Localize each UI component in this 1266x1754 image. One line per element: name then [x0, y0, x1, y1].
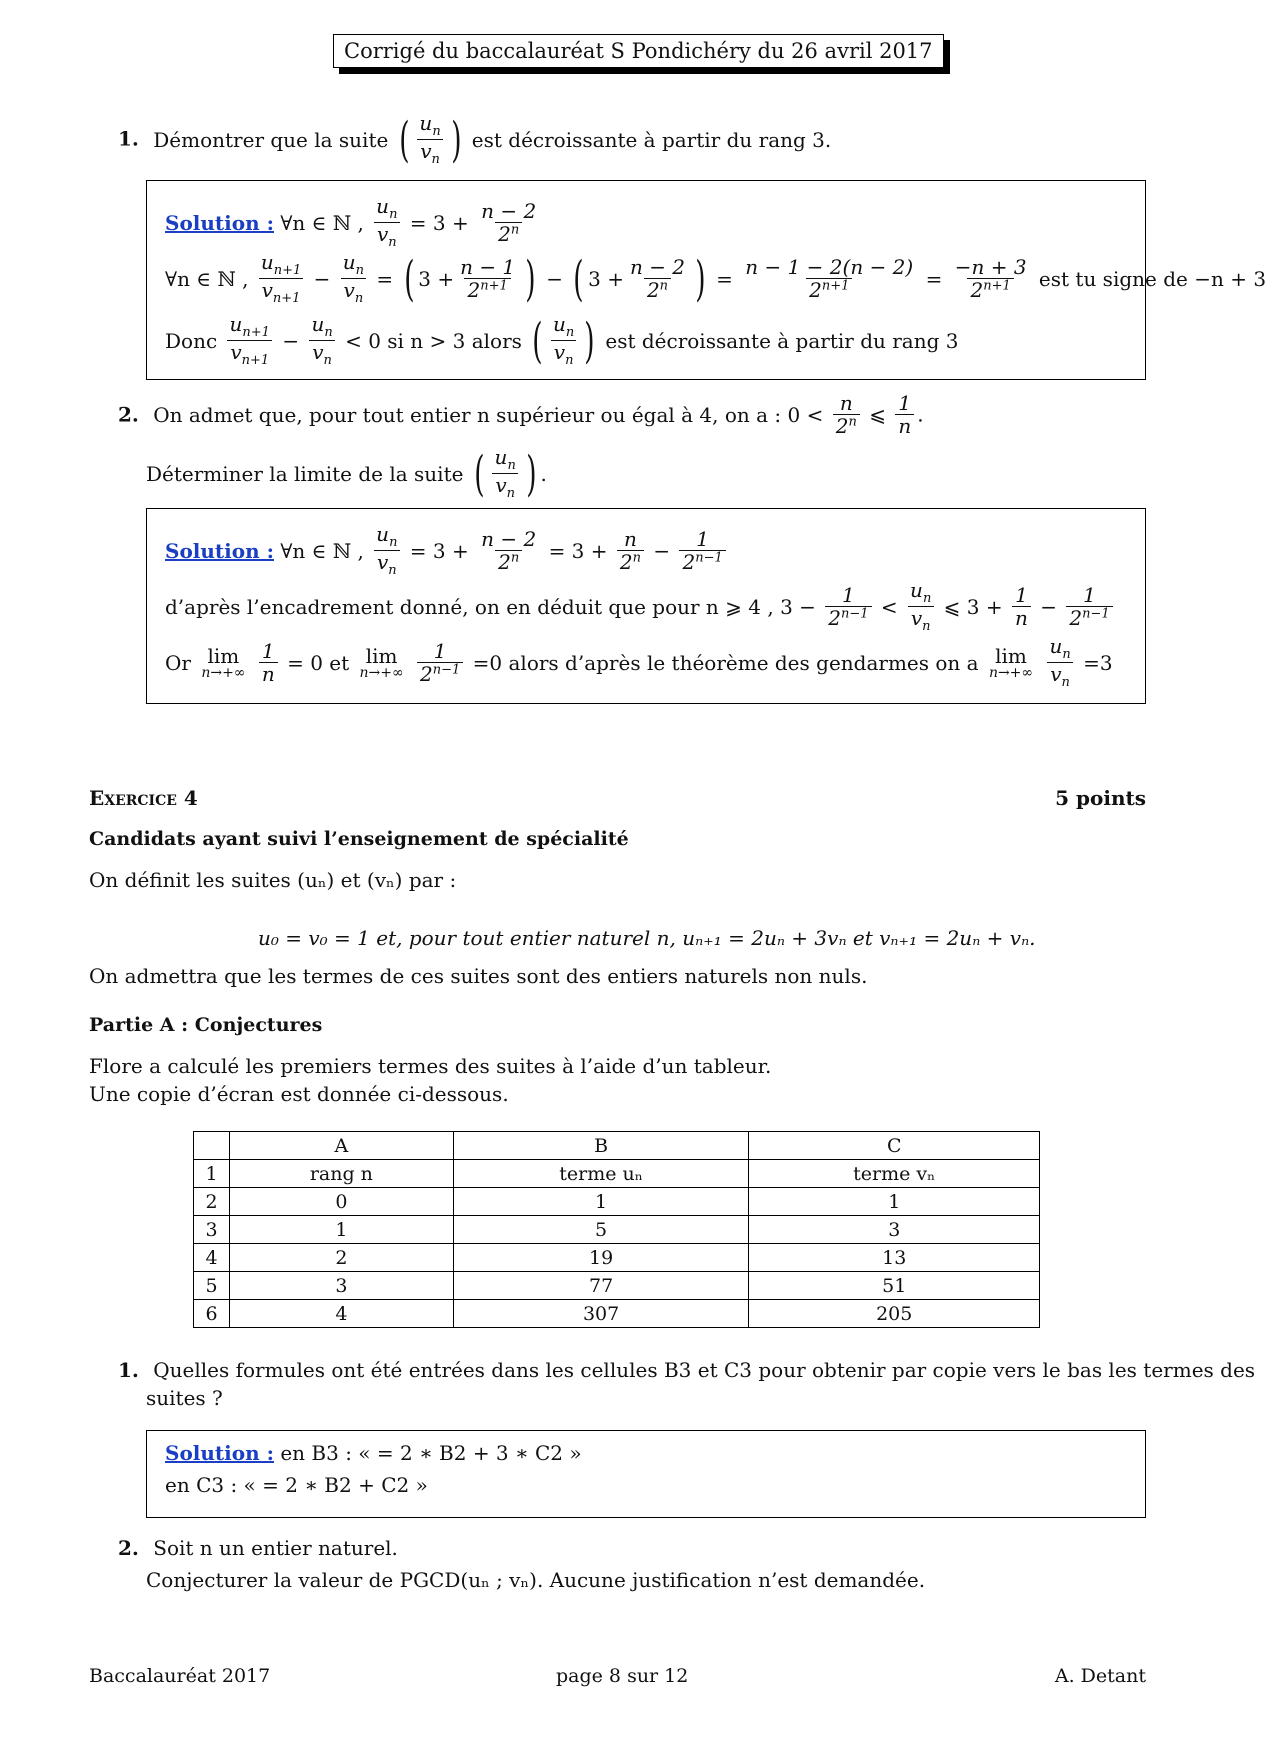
formula: $\frac{1}{n}$ — [895, 392, 914, 437]
table-row — [194, 1272, 1040, 1300]
formula: $\frac{u_n}{v_n}$ — [373, 195, 400, 251]
part-a-text: Une copie d’écran est donnée ci-dessous. — [89, 1082, 509, 1106]
solution-text: d’après l’encadrement donné, on en déduit que pour n ⩾ 4 , 3 − — [165, 594, 816, 619]
solution-text: = 0 et — [287, 650, 350, 675]
column-header: A — [230, 1132, 454, 1160]
lim-subscript: n→+∞ — [201, 664, 246, 681]
column-header-row — [194, 1132, 1040, 1160]
question-1 — [118, 112, 831, 168]
sequence-ratio: ( $\frac{u_n}{v_n}$ ) — [398, 111, 462, 168]
sequence-definition: u₀ = v₀ = 1 et, pour tout entier naturel n, uₙ₊₁ = 2uₙ + 3vₙ et vₙ₊₁ = 2uₙ + vₙ. — [258, 926, 1036, 950]
question-2-line2: Déterminer la limite de la suite ( $\frac{u_n}{v_n}$ ) . — [146, 445, 547, 502]
lim-subscript: n→+∞ — [988, 664, 1034, 681]
exercise-title: Exercice 4 — [89, 786, 198, 810]
column-header: C — [749, 1132, 1040, 1160]
page-header-title: Corrigé du baccalauréat S Pondichéry du 26 avril 2017 — [333, 34, 944, 68]
solution-label: Solution : — [165, 538, 274, 563]
question-text: Soit n un entier naturel. — [153, 1536, 398, 1560]
lim-subscript: n→+∞ — [359, 664, 404, 681]
solution-text: Or — [165, 650, 191, 675]
solution-text: en C3 : « = 2 ∗ B2 + C2 » — [165, 1473, 428, 1497]
table-cell: 2 — [230, 1244, 454, 1272]
table-cell: 3 — [749, 1216, 1040, 1244]
formula: $\frac{-n + 3}{2^{n+1}}$ — [954, 255, 1027, 303]
solution-text: Donc — [165, 328, 218, 353]
solution-line: Donc $\frac{u_{n+1}}{v_{n+1}}$ − $\frac{u_n}{v_n}$ < 0 si n > 3 alors ( $\frac{u_n}{v_n}$ ) est décroissante à partir du rang 3 — [165, 312, 959, 369]
corner-cell — [194, 1132, 230, 1160]
solution-text: =0 alors d’après le théorème des gendarmes on a — [472, 650, 979, 675]
table-row — [194, 1216, 1040, 1244]
table-cell: 3 — [230, 1272, 454, 1300]
row-header: 1 — [194, 1160, 230, 1188]
solution-text: en B3 : « = 2 ∗ B2 + 3 ∗ C2 » — [280, 1441, 582, 1465]
question-number: 1. — [118, 1358, 139, 1382]
row-header: 6 — [194, 1300, 230, 1328]
formula: ( 3 + $\frac{n - 2}{2^n}$ ) — [573, 250, 706, 307]
table-cell: 307 — [453, 1300, 749, 1328]
formula: $\frac{n}{2^n}$ — [833, 392, 860, 437]
question-number: 2. — [118, 402, 139, 427]
solution-line: Solution : ∀n ∈ ℕ , $\frac{u_n}{v_n}$ = 3 + $\frac{n - 2}{2^n}$ = 3 + $\frac{n}{2^n}$ − $\frac{1}{2^{n-1}}$ — [165, 523, 1127, 579]
formula: $\frac{u_n}{v_n}$ — [340, 251, 367, 307]
solution-box-2 — [146, 508, 1146, 704]
table-cell: 1 — [230, 1216, 454, 1244]
question-text: Conjecturer la valeur de PGCD(uₙ ; vₙ). Aucune justification n’est demandée. — [146, 1568, 926, 1592]
solution-line — [165, 1473, 1127, 1505]
question-text: Démontrer que la suite — [153, 127, 389, 152]
solution-line: Solution : ∀n ∈ ℕ , $\frac{u_n}{v_n}$ = 3 + $\frac{n - 2}{2^n}$ — [165, 195, 1127, 251]
footer-left: Baccalauréat 2017 — [89, 1665, 271, 1687]
solution-text: < 0 si n > 3 alors — [345, 328, 522, 353]
exercise-subtitle: Candidats ayant suivi l’enseignement de spécialité — [89, 828, 629, 850]
solution-text: ∀n ∈ ℕ , — [165, 266, 249, 291]
formula: $\frac{n - 1 - 2(n - 2)}{2^{n+1}}$ — [745, 255, 914, 303]
formula: $\frac{u_{n+1}}{v_{n+1}}$ — [258, 251, 304, 307]
table-row — [194, 1300, 1040, 1328]
question-number: 1. — [118, 126, 139, 151]
solution-line: d’après l’encadrement donné, on en déduit que pour n ⩾ 4 , 3 − $\frac{1}{2^{n-1}}$ < $\frac{u_n}{v_n}$ ⩽ 3 + $\frac{1}{n}$ − $\frac{1}{2^{n-1}}$ — [165, 579, 1127, 635]
question-number: 2. — [118, 1536, 139, 1560]
question-text-tail: est décroissante à partir du rang 3. — [471, 127, 832, 152]
solution-line — [165, 1441, 1127, 1473]
table-cell: rang n — [230, 1160, 454, 1188]
question-text: Quelles formules ont été entrées dans les cellules B3 et C3 pour obtenir par copie vers le bas les termes des — [153, 1358, 1256, 1382]
table-cell: 0 — [230, 1188, 454, 1216]
solution-label: Solution : — [165, 1441, 274, 1465]
table-row — [194, 1188, 1040, 1216]
row-header: 4 — [194, 1244, 230, 1272]
column-header: B — [453, 1132, 749, 1160]
exercise-points: 5 points — [1055, 786, 1146, 810]
table-cell: 4 — [230, 1300, 454, 1328]
formula: ( 3 + $\frac{n - 1}{2^{n+1}}$ ) — [403, 250, 536, 307]
part-a-text: Flore a calculé les premiers termes des suites à l’aide d’un tableur. — [89, 1054, 772, 1078]
sequence-ratio: ( $\frac{u_n}{v_n}$ ) — [474, 445, 537, 502]
solution-line: ∀n ∈ ℕ , $\frac{u_{n+1}}{v_{n+1}}$ − $\frac{u_n}{v_n}$ = ( 3 + $\frac{n - 1}{2^{n+1}}$ ) − ( 3 + $\frac{n - 2}{2^n}$ ) = $\frac{n - 1 - 2(n - 2)}{2^{n+1}}$ = $\frac{-n + 3}{2^{n+1}}$ est tu signe de −n + 3 — [165, 250, 1266, 307]
table-cell: 77 — [453, 1272, 749, 1300]
lim-operator: lim — [207, 643, 240, 668]
solution-box-3 — [146, 1430, 1146, 1518]
question-text: suites ? — [146, 1386, 223, 1410]
question-text: On admet que, pour tout entier n supérieur ou égal à 4, on a : 0 < — [153, 402, 824, 427]
ex4-question-1 — [118, 1358, 1255, 1382]
table-cell: 19 — [453, 1244, 749, 1272]
solution-text: est décroissante à partir du rang 3 — [605, 328, 959, 353]
table-cell: 5 — [453, 1216, 749, 1244]
solution-text: ∀n ∈ ℕ , — [280, 210, 364, 235]
formula: ( $\frac{u_n}{v_n}$ ) — [532, 312, 595, 369]
ex4-question-2 — [118, 1536, 398, 1560]
spreadsheet-table — [193, 1131, 1040, 1328]
table-cell: 13 — [749, 1244, 1040, 1272]
solution-text: est tu signe de −n + 3 — [1038, 266, 1266, 291]
table-cell: terme vₙ — [749, 1160, 1040, 1188]
formula: $\frac{u_n}{v_n}$ — [308, 313, 335, 369]
table-cell: terme uₙ — [453, 1160, 749, 1188]
exercise-admit: On admettra que les termes de ces suites sont des entiers naturels non nuls. — [89, 964, 868, 988]
table-cell: 1 — [749, 1188, 1040, 1216]
table-cell: 1 — [453, 1188, 749, 1216]
table-cell: 51 — [749, 1272, 1040, 1300]
question-2: 2. On admet que, pour tout entier n supérieur ou égal à 4, on a : 0 < $\frac{n}{2^n}$ ⩽ $\frac{1}{n}$ . — [118, 391, 924, 438]
footer-page-number: page 8 sur 12 — [556, 1665, 689, 1687]
solution-box-1 — [146, 180, 1266, 380]
solution-label: Solution : — [165, 210, 274, 235]
solution-text: ∀n ∈ ℕ , — [280, 538, 364, 563]
table-row — [194, 1160, 1040, 1188]
table-cell: 205 — [749, 1300, 1040, 1328]
row-header: 3 — [194, 1216, 230, 1244]
part-a-title: Partie A : Conjectures — [89, 1014, 323, 1036]
question-text: Déterminer la limite de la suite — [146, 461, 464, 486]
row-header: 5 — [194, 1272, 230, 1300]
lim-operator: lim — [365, 643, 398, 668]
formula: $\frac{u_{n+1}}{v_{n+1}}$ — [227, 313, 273, 369]
footer-author: A. Detant — [1054, 1665, 1146, 1687]
row-header: 2 — [194, 1188, 230, 1216]
table-row — [194, 1244, 1040, 1272]
lim-operator: lim — [995, 643, 1027, 668]
exercise-intro: On définit les suites (uₙ) et (vₙ) par : — [89, 868, 457, 892]
solution-text: =3 — [1083, 650, 1113, 675]
formula: $\frac{n - 2}{2^n}$ — [481, 199, 537, 247]
solution-line: Or lim n→+∞ $\frac{1}{n}$ = 0 et lim n→+∞ $\frac{1}{2^{n-1}}$ =0 alors d’après le théorème des gendarmes on a lim n→+∞ $\frac{u_n}{v_n}$ =3 — [165, 634, 1113, 691]
